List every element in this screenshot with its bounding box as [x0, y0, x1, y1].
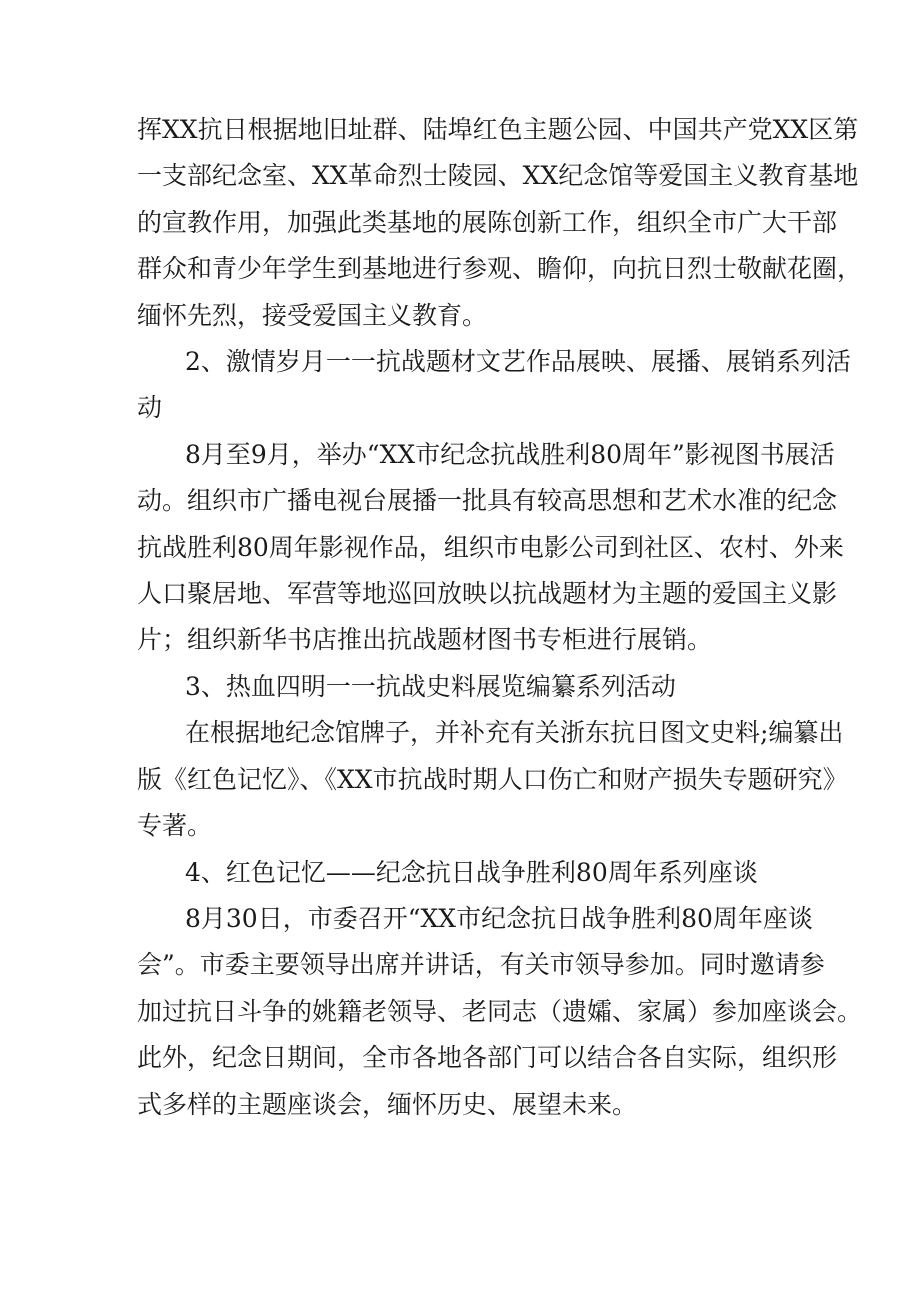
text-line: 加过抗日斗争的姚籍老领导、老同志（遗孀、家属）参加座谈会。 [137, 996, 863, 1026]
text-line: 的宣教作用，加强此类基地的展陈创新工作，组织全市广大干部 [137, 207, 838, 237]
text-line: 8月30日，市委召开“XX市纪念抗日战争胜利80周年座谈 [185, 903, 813, 933]
text-line: 2、激情岁月一一抗战题材文艺作品展映、展播、展销系列活 [185, 347, 851, 377]
paragraph-p3 [137, 432, 844, 664]
paragraph-p1 [137, 107, 863, 339]
text-line: 版《红色记忆》、《XX市抗战时期人口伤亡和财产损失专题研究》 [137, 764, 848, 794]
text-line: 动。组织市广播电视台展播一批具有较高思想和艺术水准的纪念 [137, 486, 838, 516]
text-line: 4、红色记忆——纪念抗日战争胜利80周年系列座谈 [185, 857, 758, 887]
section-heading-4 [137, 850, 807, 896]
section-heading-2 [137, 339, 851, 432]
document-body [137, 107, 863, 1128]
paragraph-p5 [137, 710, 848, 849]
paragraph-p7 [137, 896, 863, 1128]
text-line: 挥XX抗日根据地旧址群、陆埠红色主题公园、中国共产党XX区第 [137, 115, 859, 144]
text-line: 群众和青少年学生到基地进行参观、瞻仰，向抗日烈士敬献花圈， [137, 254, 863, 284]
text-line: 一支部纪念室、XX革命烈士陵园、XX纪念馆等爱国主义教育基地 [137, 161, 859, 191]
text-line: 缅怀先烈，接受爱国主义教育。 [137, 300, 488, 330]
section-heading-3 [137, 664, 807, 710]
text-line: 抗战胜利80周年影视作品，组织市电影公司到社区、农村、外来 [137, 532, 844, 562]
text-line: 人口聚居地、军营等地巡回放映以抗战题材为主题的爱国主义影 [137, 579, 838, 609]
text-line: 动 [137, 393, 163, 423]
text-line: 专著。 [137, 811, 213, 841]
text-line: 8月至9月，举办“XX市纪念抗战胜利80周年”影视图书展活 [185, 439, 835, 469]
text-line: 此外，纪念日期间，全市各地各部门可以结合各自实际，组织形 [137, 1043, 838, 1073]
text-line: 3、热血四明一一抗战史料展览编纂系列活动 [185, 671, 676, 701]
text-line: 式多样的主题座谈会，缅怀历史、展望未来。 [137, 1089, 638, 1119]
text-line: 片；组织新华书店推出抗战题材图书专柜进行展销。 [137, 625, 713, 655]
text-line: 在根据地纪念馆牌子，并补充有关浙东抗日图文史料;编纂出 [185, 718, 844, 748]
text-line: 会”。市委主要领导出席并讲话，有关市领导参加。同时邀请参 [137, 950, 825, 980]
